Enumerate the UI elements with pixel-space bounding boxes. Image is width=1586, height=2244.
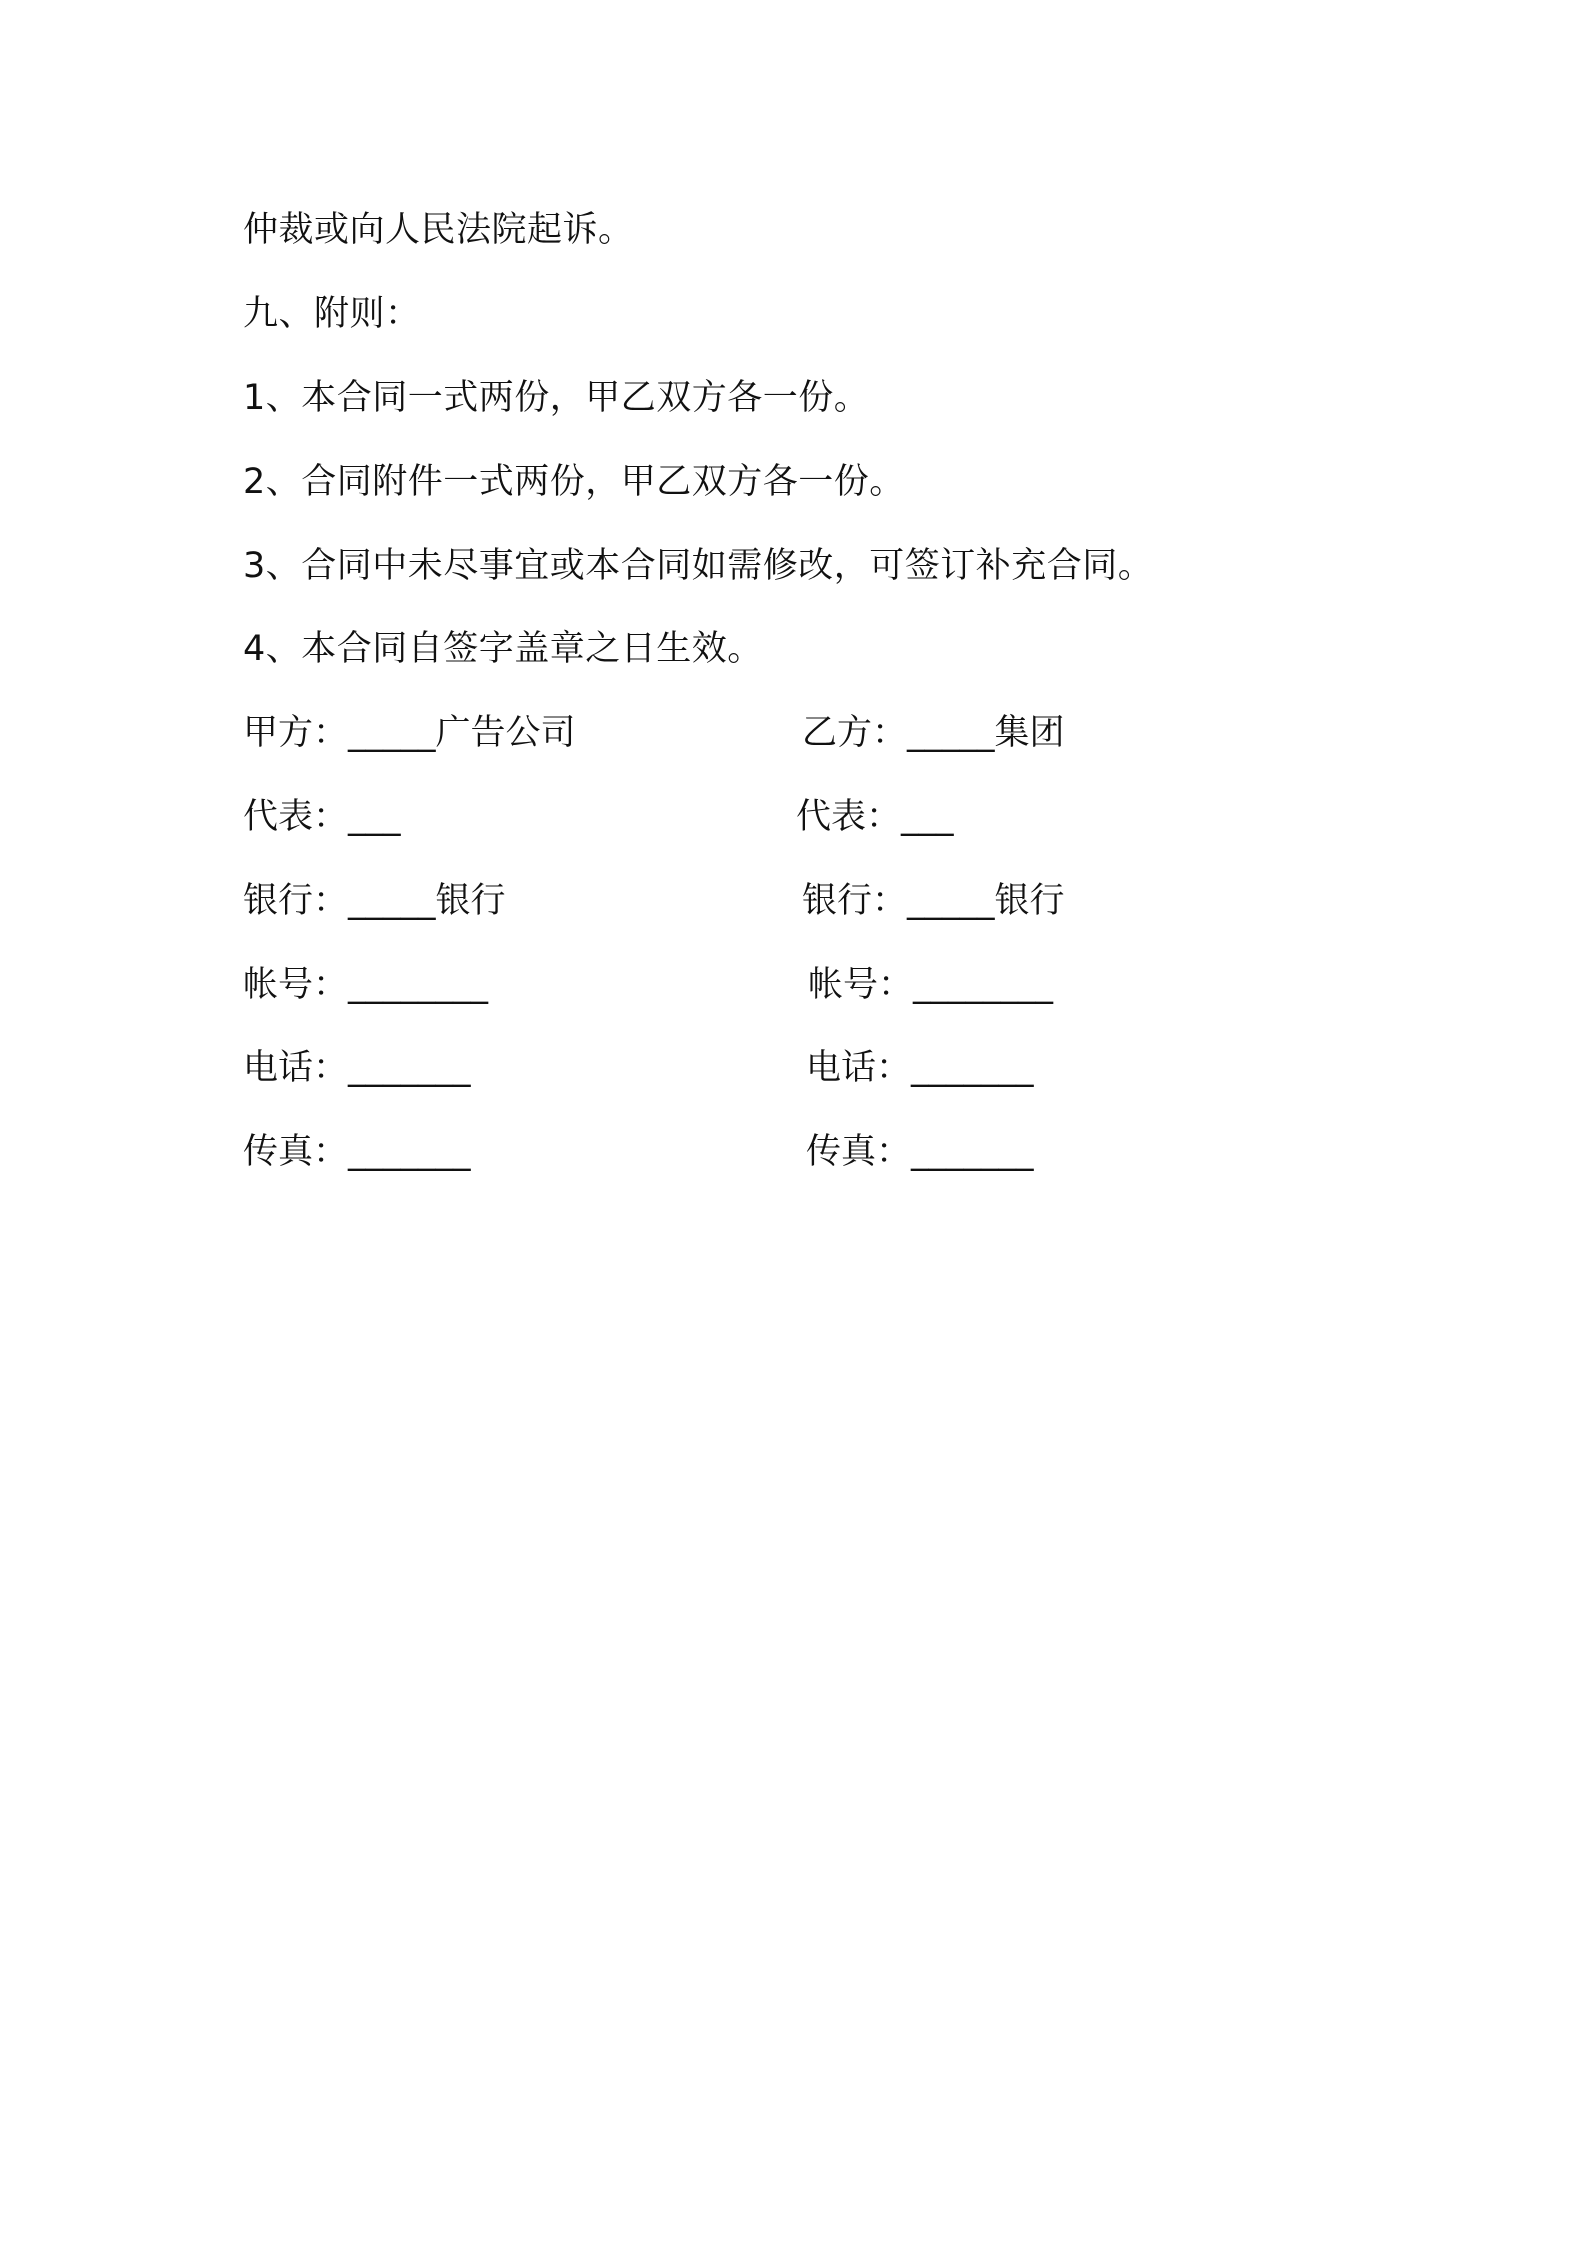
clause-4: 4、本合同自签字盖章之日生效。 (243, 629, 763, 669)
fax-a: 传真：_______ (243, 1132, 471, 1172)
signature-row-representative (243, 792, 1343, 842)
clause-1: 1、本合同一式两份，甲乙双方各一份。 (243, 378, 870, 418)
signature-row-bank (243, 876, 1343, 926)
account-a: 帐号：________ (243, 965, 489, 1005)
paragraph-arbitration: 仲裁或向人民法院起诉。 (243, 210, 634, 250)
representative-a: 代表：___ (243, 797, 401, 837)
clause-3: 3、合同中未尽事宜或本合同如需修改，可签订补充合同。 (243, 546, 1154, 586)
phone-a: 电话：_______ (243, 1048, 471, 1088)
phone-b: 电话：_______ (806, 1048, 1034, 1088)
bank-a: 银行：_____银行 (243, 881, 506, 921)
signature-row-fax (243, 1127, 1343, 1177)
signature-row-party (243, 708, 1343, 758)
clause-2: 2、合同附件一式两份，甲乙双方各一份。 (243, 462, 905, 502)
party-a-label: 甲方：_____广告公司 (243, 713, 576, 753)
signature-row-phone (243, 1043, 1343, 1093)
account-b: 帐号：________ (808, 965, 1054, 1005)
signature-row-account (243, 960, 1343, 1010)
fax-b: 传真：_______ (806, 1132, 1034, 1172)
representative-b: 代表：___ (796, 797, 954, 837)
section-heading-appendix: 九、附则： (243, 294, 421, 334)
bank-b: 银行：_____银行 (802, 881, 1065, 921)
party-b-label: 乙方：_____集团 (802, 713, 1065, 753)
